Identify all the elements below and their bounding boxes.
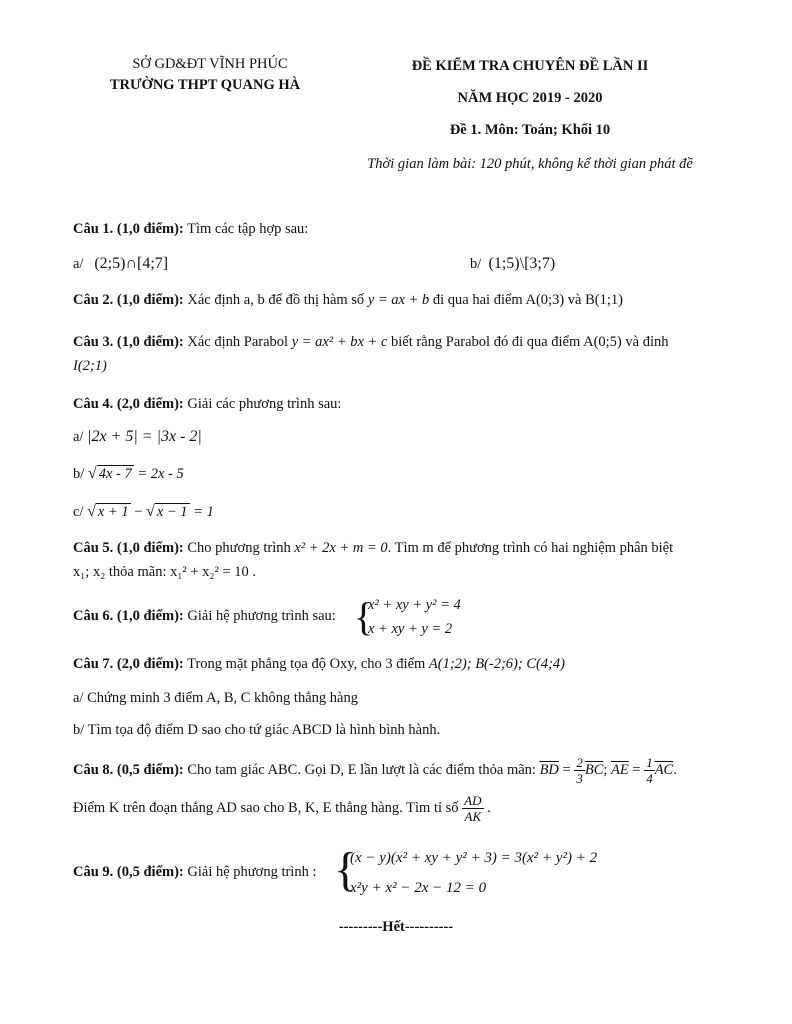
question-5 [73,536,737,584]
question-text: Cho phương trình [183,540,295,556]
math-expression: I(2;1) [73,358,107,374]
question-7a: a/ Chứng minh 3 điểm A, B, C không thẳng hàng [73,690,358,706]
math-expression: = 1 [189,504,214,520]
question-text: đi qua hai điểm A(0;3) và B(1;1) [429,292,623,308]
radicand: x + 1 [97,504,129,520]
question-text: Xác định a, b để đồ thị hàm số [183,292,368,308]
question-2 [73,292,623,309]
question-9 [73,864,316,881]
fraction-1-4 [644,755,655,786]
math-expression: (2;5)∩[4;7] [94,255,169,272]
question-text: Trong mặt phẳng tọa độ Oxy, cho 3 điểm [183,656,429,672]
end-marker: ---------Hết---------- [338,919,454,935]
question-text: . Tìm m để phương trình có hai nghiệm phân biệt [387,540,674,556]
item-label: a/ [73,256,84,272]
question-label: Câu 6. (1,0 điểm): [73,608,184,624]
question-4 [73,396,341,413]
question-text: Xác định Parabol [183,334,292,350]
question-3 [73,330,737,378]
system-equation-1: x² + xy + y² = 4 [368,597,461,613]
system-equation-1: (x − y)(x² + xy + y² + 3) = 3(x² + y²) + 2 [350,850,598,866]
system-brace: { [334,843,358,896]
time-note: Thời gian làm bài: 120 phút, không kể thời gian phát đề [367,156,693,172]
numerator: 2 [576,755,583,770]
question-label: Câu 9. (0,5 điểm): [73,864,184,880]
question-4b: b/ √ 4x - 7 = 2x - 5 [73,465,184,482]
question-1a [73,255,168,273]
math-expression: (1;5)\[3;7) [488,255,556,272]
question-text: Giải hệ phương trình : [183,864,317,880]
question-text: x₁; x₂ thỏa mãn: x₁² + x₂² = 10 . [73,564,257,580]
denominator: 3 [576,771,583,786]
separator: ; [603,761,612,778]
system-brace: { [354,594,374,639]
question-label: Câu 3. (1,0 điểm): [73,334,184,350]
math-expression: A(1;2); B(-2;6); C(4;4) [428,656,565,672]
question-text: Điểm K trên đoạn thẳng AD sao cho B, K, E thẳng hàng. Tìm tỉ số [73,799,463,816]
math-expression: = 2x - 5 [133,466,184,482]
fraction-2-3 [574,755,585,786]
school-year: NĂM HỌC 2019 - 2020 [457,90,603,106]
equals-sign: = [558,761,575,778]
vector-ae: $\overline{AE}$ [611,761,629,778]
math-expression: |2x + 5| = |3x - 2| [87,428,202,445]
math-expression: y = ax² + bx + c [291,334,388,350]
period: . [673,761,677,778]
vector-bd: $\overline{BD}$ [539,761,559,778]
equals-sign: = [628,761,645,778]
minus-sign: − [130,504,147,520]
numerator: AD [464,793,482,808]
question-7b: b/ Tìm tọa độ điểm D sao cho tứ giác ABCD là hình bình hành. [73,722,441,738]
question-text: Tìm các tập hợp sau: [183,221,309,237]
denominator: AK [464,809,482,824]
subject-line: Đề 1. Môn: Toán; Khối 10 [449,122,611,138]
question-label: Câu 4. (2,0 điểm): [73,396,184,412]
exam-title: ĐỀ KIỂM TRA CHUYÊN ĐỀ LẦN II [411,58,649,74]
question-4c: c/ √ x + 1 − √ x − 1 = 1 [73,503,214,520]
question-text: Giải các phương trình sau: [183,396,342,412]
question-text: biết rằng Parabol đó đi qua điểm A(0;5) và đỉnh [387,334,669,350]
question-1b [470,255,555,273]
item-label: b/ [470,256,482,272]
math-expression: x² + 2x + m = 0 [294,540,388,556]
question-text: Cho tam giác ABC. Gọi D, E lần lượt là các điểm thỏa mãn: [183,761,540,778]
vector-ac: $\overline{AC}$ [654,761,674,778]
question-4a [73,428,202,446]
denominator: 4 [646,771,653,786]
question-text: Giải hệ phương trình sau: [183,608,336,624]
question-8 [73,755,677,786]
radicand: 4x - 7 [98,466,132,482]
question-label: Câu 1. (1,0 điểm): [73,221,184,237]
question-8-line2 [73,793,491,824]
fraction-ad-ak [462,793,483,824]
question-label: Câu 5. (1,0 điểm): [73,540,184,556]
department-name: SỞ GD&ĐT VĨNH PHÚC [132,56,288,72]
school-name: TRƯỜNG THPT QUANG HÀ [109,77,301,93]
item-label: b/ [73,466,85,482]
numerator: 1 [646,755,653,770]
question-label: Câu 2. (1,0 điểm): [73,292,184,308]
question-7 [73,656,565,673]
question-label: Câu 7. (2,0 điểm): [73,656,184,672]
item-label: a/ [73,429,84,445]
question-6 [73,608,336,625]
item-label: c/ [73,504,84,520]
vector-bc: $\overline{BC}$ [584,761,604,778]
period: . [483,799,491,816]
radicand: x − 1 [156,504,188,520]
question-label: Câu 8. (0,5 điểm): [73,761,184,778]
question-1 [73,221,308,238]
system-equation-2: x²y + x² − 2x − 12 = 0 [350,880,487,896]
math-expression: y = ax + b [367,292,430,308]
system-equation-2: x + xy + y = 2 [368,621,453,637]
